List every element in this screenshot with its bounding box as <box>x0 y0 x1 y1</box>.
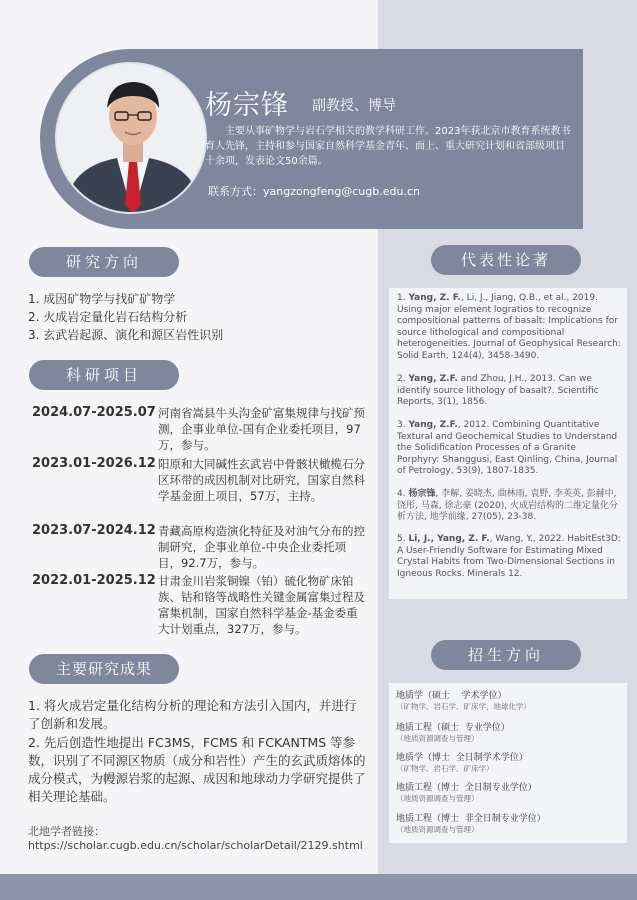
paper-entry: 2. Yang, Z.F. and Zhou, J.H., 2013. Can we identify source lithology of basalt?. Scientific Reports, 3(1), 1856. <box>397 374 599 407</box>
achievements-heading: 主要研究成果 <box>29 654 179 684</box>
list-item: 2. 先后创造性地提出 FC3MS，FCMS 和 FCKANTMS 等参数，识别了不同源区物质（成分和岩性）产生的玄武质熔体的成分模式，为幔源岩浆的起源、成因和地球动力学研究提供了相关理论基础。 <box>28 735 366 804</box>
list-item: 1. 将火成岩定量化结构分析的理论和方法引入国内，并进行了创新和发展。 <box>28 698 357 731</box>
scholar-link-label: 北地学者链接： <box>28 825 105 838</box>
project-desc: 河南省嵩县牛头沟金矿富集规律与找矿预测，企事业单位-国有企业委托项目，97万，参与。 <box>158 406 365 452</box>
admission-item: 地质工程（博士 非全日制专业学位） （地质资源调查与管理） <box>396 814 546 834</box>
paper-entry: 3. Yang, Z.F., 2012. Combining Quantitative Textural and Geochemical Studies to Understand the Solidification Processes of a Granite Porphyry: Shanggusi, East Qinling, China, Journal of Petrology, 53(9), 1807-1835. <box>397 420 618 476</box>
bottom-bar <box>0 874 637 900</box>
project-date: 2024.07-2025.07 <box>32 405 156 420</box>
project-desc: 甘肃金川岩浆铜镍（铂）硫化物矿床铂族、钴和铬等战略性关键金属富集过程及富集机制，国家自然科学基金-基金委重大计划重点，327万，参与。 <box>158 574 365 636</box>
papers-heading: 代表性论著 <box>431 245 581 275</box>
projects-heading: 科研项目 <box>29 360 179 390</box>
paper-entry: 4. 杨宗锋, 李解, 姜晓杰, 曲林雨, 袁野, 李英英, 彭赫中, 饶彤, 马森, 徐志豪 (2020), 火成岩结构的二维定量化分析方法, 地学前缘, 27(05), 23-38. <box>397 489 618 522</box>
list-item: 2. 火成岩定量化岩石结构分析 <box>28 310 188 324</box>
paper-author: 杨宗锋 <box>408 489 436 499</box>
project-date: 2023.01-2026.12 <box>32 456 156 471</box>
paper-author: Yang, Z. F. <box>408 293 461 303</box>
paper-author: Li, J., Yang, Z. F. <box>408 534 490 544</box>
person-title: 副教授、博导 <box>312 98 396 114</box>
admission-item: 地质工程（硕士 专业学位） （地质资源调查与管理） <box>396 723 510 743</box>
contact-email: 联系方式：yangzongfeng@cugb.edu.cn <box>208 185 420 198</box>
project-date: 2023.07-2024.12 <box>32 523 156 538</box>
list-item: 3. 玄武岩起源、演化和源区岩性识别 <box>28 328 224 342</box>
project-desc: 阳原和大同碱性玄武岩中骨骸状橄榄石分区环带的成因机制对比研究，国家自然科学基金面上项目，57万，主持。 <box>158 457 365 503</box>
intro-text: 主要从事矿物学与岩石学相关的教学科研工作。2023年获北京市教育系统教书育人先锋，主持和参与国家自然科学基金青年、面上、重大研究计划和省部级项目十余项，发表论文50余篇。 <box>205 126 571 167</box>
admission-item: 地质学（硕士 学术学位） （矿物学、岩石学、矿床学，地球化学） <box>396 691 531 711</box>
person-name: 杨宗锋 <box>205 90 289 121</box>
list-item: 1. 成因矿物学与找矿矿物学 <box>28 292 176 306</box>
admission-item: 地质工程（博士 全日制专业学位） （地质资源调查与管理） <box>396 783 537 803</box>
profile-photo <box>55 62 207 214</box>
research-list <box>28 290 223 344</box>
paper-entry: 1. Yang, Z. F., Li, J., Jiang, Q.B., et al., 2019. Using major element logratios to recognize compositional patterns of basalt: Implications for source lithological and compositional heterogeneities. Journal of Geophysical Research: Solid Earth, 124(4), 3458-3490. <box>397 293 621 361</box>
scholar-link[interactable]: https://scholar.cugb.edu.cn/scholar/scholarDetail/2129.shtml <box>28 839 363 852</box>
project-desc: 青藏高原构造演化特征及对油气分布的控制研究，企事业单位-中央企业委托项目，92.7万，参与。 <box>158 524 365 570</box>
admission-item: 地质学（博士 全日制学术学位） （矿物学、岩石学、矿床学） <box>396 753 528 773</box>
project-date: 2022.01-2025.12 <box>32 573 156 588</box>
achievements-list <box>28 697 368 807</box>
research-heading: 研究方向 <box>29 247 179 277</box>
paper-entry: 5. Li, J., Yang, Z. F., Wang, Y., 2022. HabitEst3D: A User-Friendly Software for Estimating Mixed Crystal Habits from Two-Dimensional Sections in Igneous Rocks. Minerals 12. <box>397 534 621 579</box>
paper-author: Yang, Z.F. <box>408 374 458 384</box>
paper-author: Yang, Z.F. <box>408 420 458 430</box>
admissions-heading: 招生方向 <box>431 640 581 670</box>
